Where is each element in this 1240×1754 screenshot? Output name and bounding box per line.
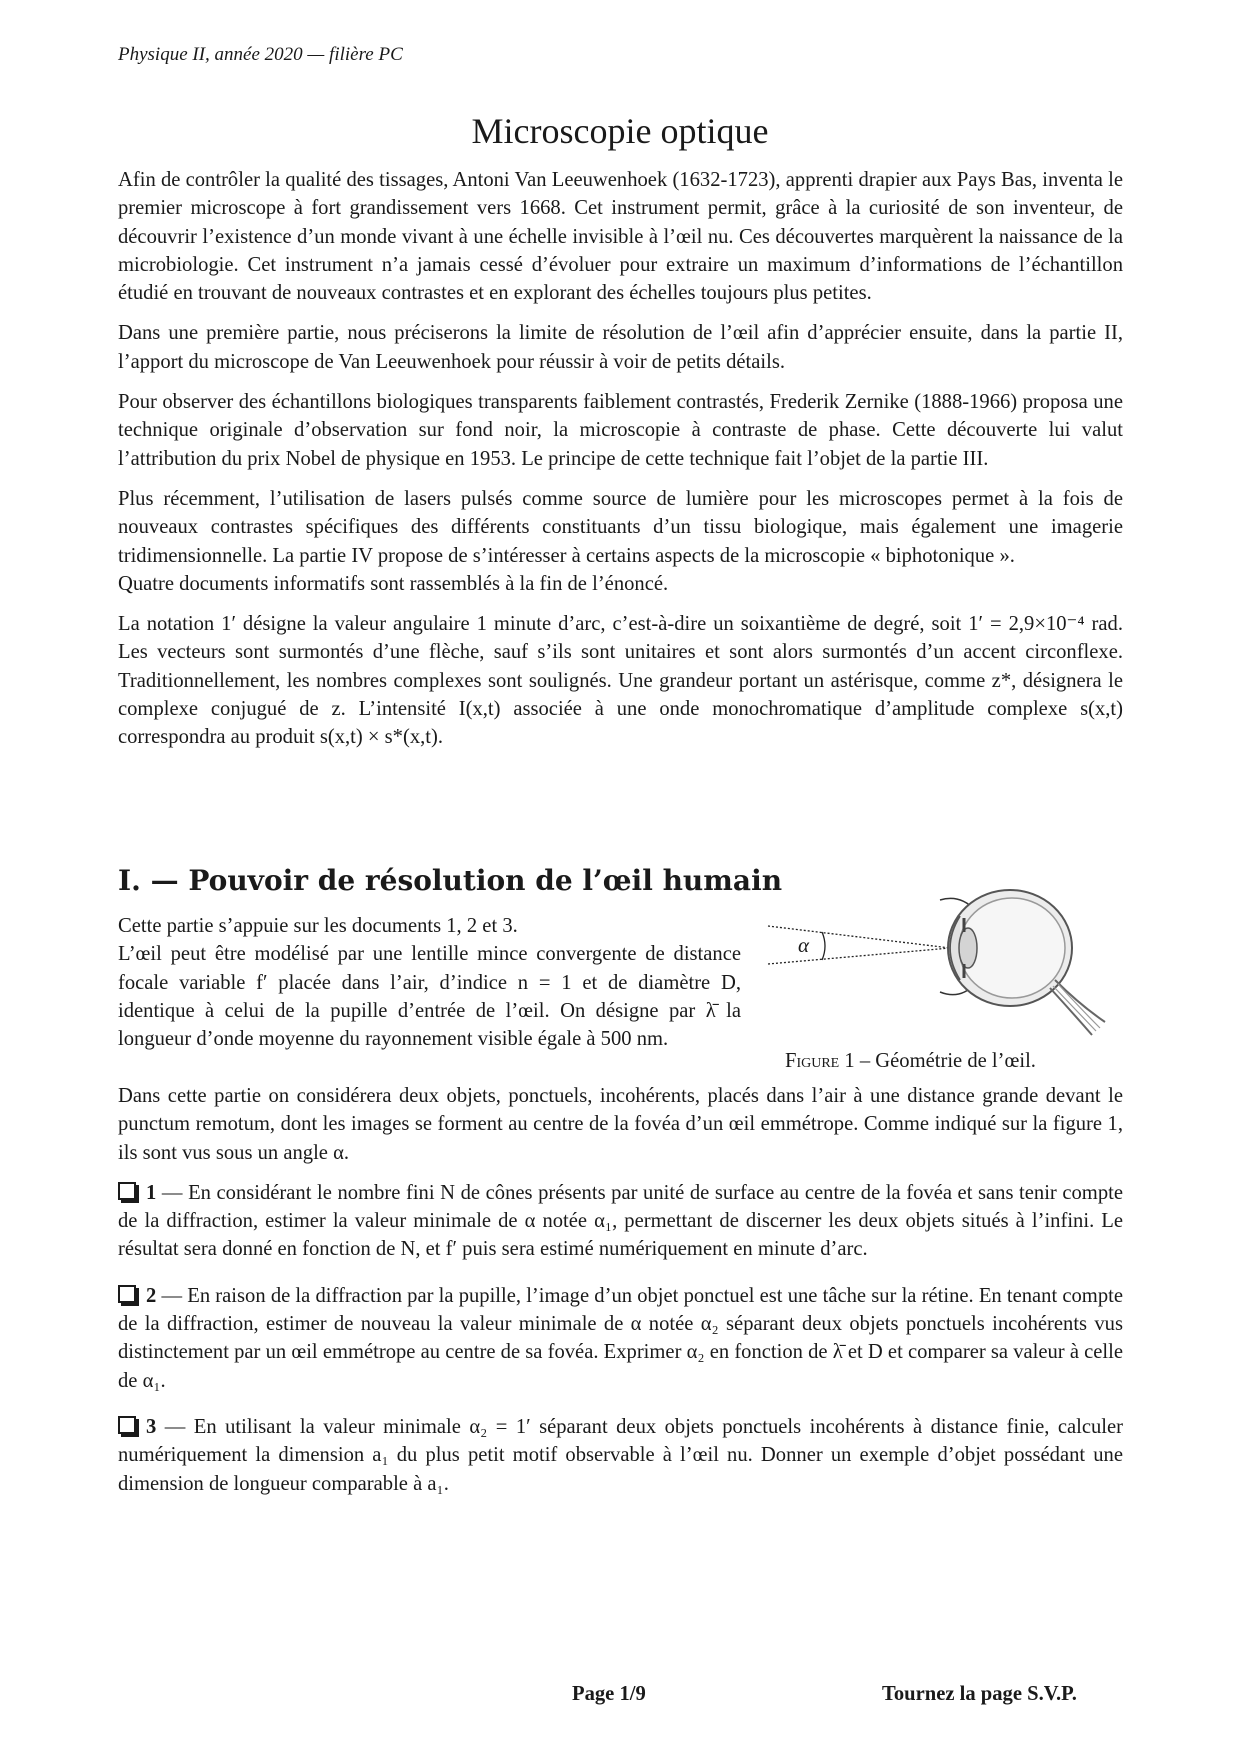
page-number: Page 1/9 xyxy=(572,1683,646,1705)
question-text: — En considérant le nombre fini N de cônes présents par unité de surface au centre de la fovéa et sans tenir compte de la diffraction, estimer la valeur minimale de α notée α₁, permettant de discerner les deux objets situés à l’infini. Le résultat sera donné en fonction de N, et f′ puis sera estimé numériquement en minute d’arc. xyxy=(118,1181,1123,1261)
question-number: 3 xyxy=(146,1415,157,1438)
angle-label: α xyxy=(798,933,810,957)
question-number: 1 xyxy=(146,1181,157,1204)
section-line-2: L’œil peut être modélisé par une lentille mince convergente de distance focale variable f′ placée dans l’air, d’indice n = 1 et de diamètre D, identique à celui de la pupille d’entrée de l’œil. On désigne par λ̄ la longueur d’onde moyenne du rayonnement visible égale à 500 nm. xyxy=(118,943,741,1051)
intro-paragraph-2: Dans une première partie, nous préciserons la limite de résolution de l’œil afin d’apprécier ensuite, dans la partie II, l’apport du microscope de Van Leeuwenhoek pour réussir à voir de petits détails. xyxy=(118,322,1123,373)
question-number: 2 xyxy=(146,1284,157,1307)
section-line-3: Dans cette partie on considérera deux objets, ponctuels, incohérents, placés dans l’air à une distance grande devant le punctum remotum, dont les images se forment au centre de la fovéa d’un œil emmétrope. Comme indiqué sur la figure 1, ils sont vus sous un angle α. xyxy=(118,1085,1123,1164)
section-line-1: Cette partie s’appuie sur les documents 1, 2 et 3. xyxy=(118,915,518,937)
introduction xyxy=(118,166,1123,764)
section-intro-column xyxy=(118,912,741,1053)
section-title: I. — Pouvoir de résolution de l’œil humain xyxy=(118,864,783,897)
turn-page-note: Tournez la page S.V.P. xyxy=(882,1683,1077,1705)
checkbox-icon xyxy=(118,1182,136,1200)
figure-caption-text: – Géométrie de l’œil. xyxy=(854,1050,1036,1072)
question-3 xyxy=(118,1413,1123,1498)
figure-caption-prefix: Figure 1 xyxy=(785,1050,855,1072)
question-2 xyxy=(118,1282,1123,1395)
intro-paragraph-1: Afin de contrôler la qualité des tissages, Antoni Van Leeuwenhoek (1632-1723), apprenti drapier aux Pays Bas, inventa le premier microscope à fort grandissement vers 1668. Cet instrument permit, grâce à la curiosité de son inventeur, de découvrir l’existence d’un monde vivant à une échelle invisible à l’œil nu. Ces découvertes marquèrent la naissance de la microbiologie. Cet instrument n’a jamais cessé d’évoluer pour extraire un maximum d’informations de l’échantillon étudié en trouvant de nouveaux contrastes et en explorant des échelles toujours plus petites. xyxy=(118,169,1123,305)
intro-paragraph-3: Pour observer des échantillons biologiques transparents faiblement contrastés, Frederik Zernike (1888-1966) proposa une technique originale d’observation sur fond noir, la microscopie à contraste de phase. Cette découverte lui valut l’attribution du prix Nobel de physique en 1953. Le principe de cette technique fait l’objet de la partie III. xyxy=(118,391,1123,470)
question-1 xyxy=(118,1179,1123,1264)
intro-paragraph-4: Plus récemment, l’utilisation de lasers pulsés comme source de lumière pour les microscopes permet à la fois de nouveaux contrastes spécifiques des différents constituants d’un tissu biologique, mais également une imagerie tridimensionnelle. La partie IV propose de s’intéresser à certains aspects de la microscopie « biphotonique ». xyxy=(118,487,1123,567)
question-text: — En raison de la diffraction par la pupille, l’image d’un objet ponctuel est une tâche sur la rétine. En tenant compte de la diffraction, estimer de nouveau la valeur minimale de α notée α₂ séparant deux objets ponctuels incohérents vus distinctement par un œil emmétrope au centre de sa fovéa. Exprimer α₂ en fonction de λ̄ et D et comparer sa valeur à celle de α₁. xyxy=(118,1284,1123,1392)
running-head: Physique II, année 2020 — filière PC xyxy=(118,44,403,65)
question-text: — En utilisant la valeur minimale α₂ = 1′ séparant deux objets ponctuels incohérents à distance finie, calculer numériquement la dimension a₁ du plus petit motif observable à l’œil nu. Donner un exemple d’objet possédant une dimension de longueur comparable à a₁. xyxy=(118,1415,1123,1495)
section-body xyxy=(118,1082,1123,1510)
notation-paragraph: La notation 1′ désigne la valeur angulaire 1 minute d’arc, c’est-à-dire un soixantième de degré, soit 1′ = 2,9×10⁻⁴ rad. Les vecteurs sont surmontés d’une flèche, sauf s’ils sont unitaires et sont alors surmontés d’un accent circonflexe. Traditionnellement, les nombres complexes sont soulignés. Une grandeur portant un astérisque, comme z*, désignera le complexe conjugué de z. L’intensité I(x,t) associée à une onde monochromatique d’amplitude complexe s(x,t) correspondra au produit s(x,t) × s*(x,t). xyxy=(118,613,1123,749)
intro-paragraph-5: Quatre documents informatifs sont rassemblés à la fin de l’énoncé. xyxy=(118,572,669,595)
figure-caption xyxy=(785,1050,1036,1073)
checkbox-icon xyxy=(118,1285,136,1303)
page-title: Microscopie optique xyxy=(471,111,769,151)
checkbox-icon xyxy=(118,1416,136,1434)
